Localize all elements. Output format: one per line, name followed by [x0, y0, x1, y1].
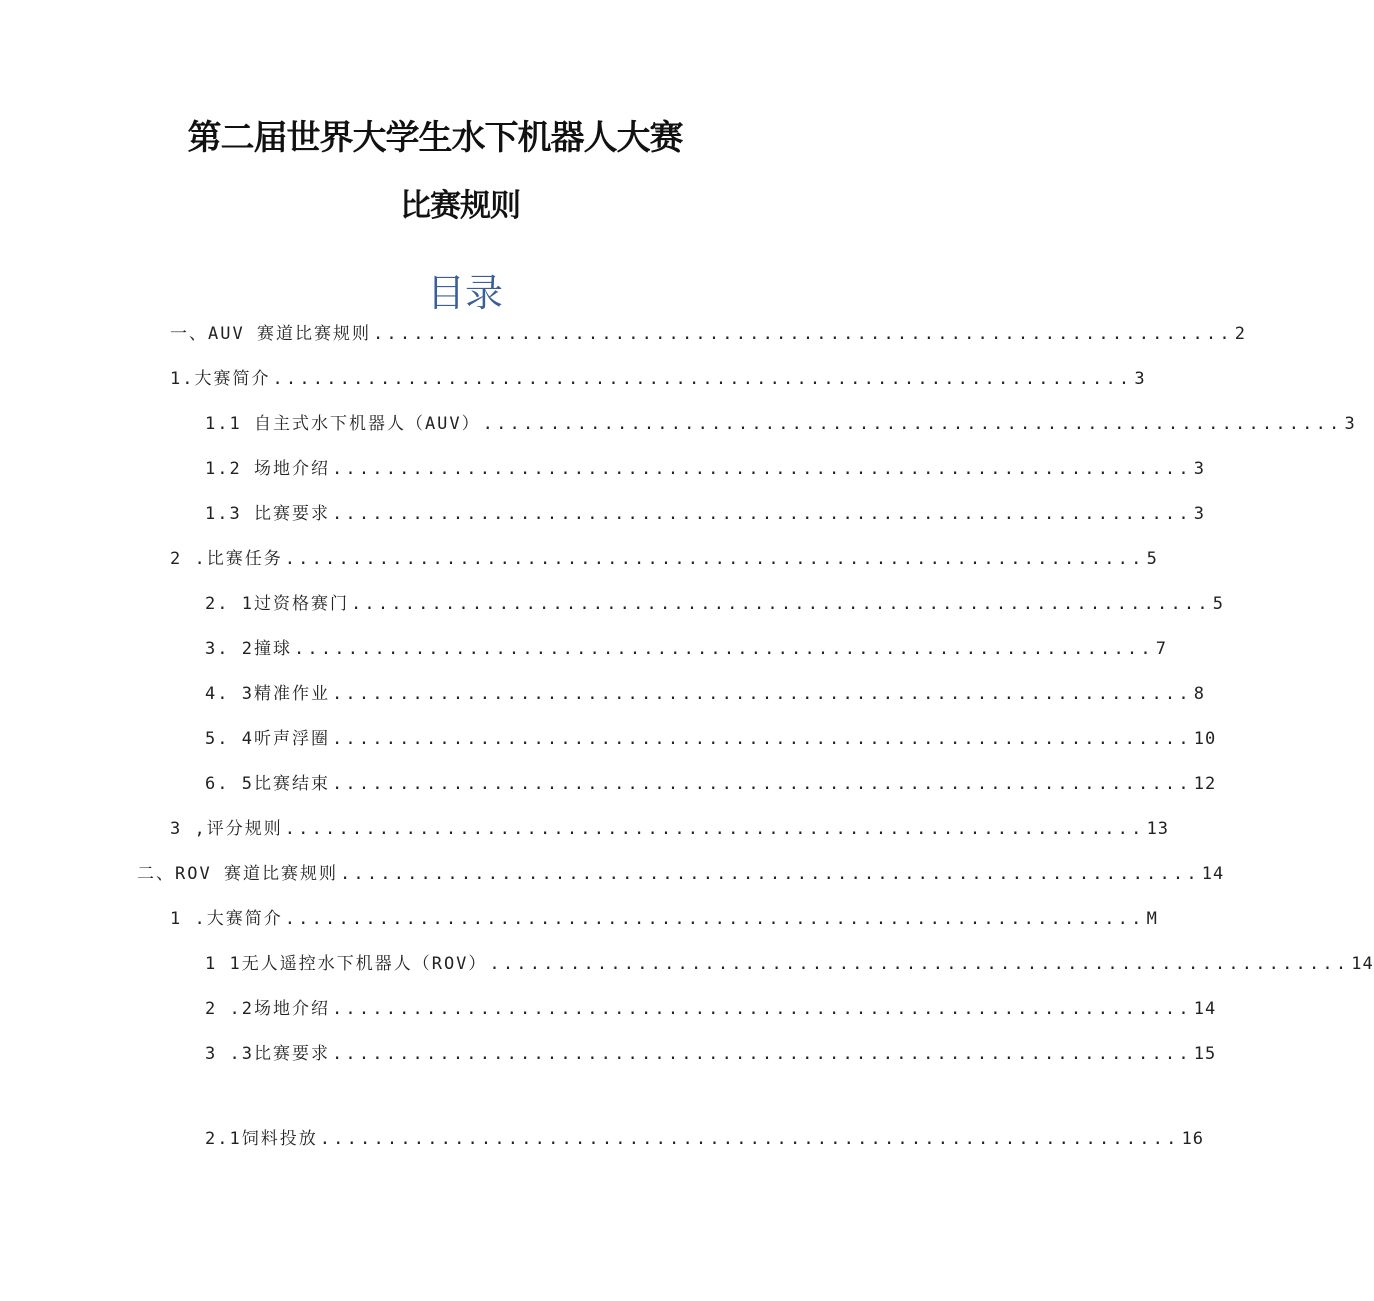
- toc-leader: ................................................................: [272, 369, 1133, 389]
- toc-entry-text: 1.大赛简介: [170, 369, 271, 389]
- toc-entry-text: 6. 5比赛结束: [205, 774, 330, 794]
- toc-page-number: 3: [1193, 504, 1206, 524]
- toc-entry-text: 1 1无人遥控水下机器人（ROV）: [205, 954, 488, 974]
- toc-entry[interactable]: [170, 545, 1158, 573]
- toc-entry[interactable]: [205, 455, 1206, 483]
- toc-page-number: 14: [1193, 999, 1217, 1019]
- toc-heading: 目录: [426, 271, 503, 315]
- toc-entry-text: 5. 4听声浮圈: [205, 729, 330, 749]
- toc-page-number: 2: [1234, 324, 1247, 344]
- toc-page-number: 3: [1193, 459, 1206, 479]
- toc-entry[interactable]: [205, 995, 1217, 1023]
- toc-entry[interactable]: [205, 770, 1217, 798]
- toc-leader: ................................................................: [331, 1044, 1192, 1064]
- toc-entry[interactable]: [205, 500, 1206, 528]
- toc-page-number: 3: [1134, 369, 1146, 389]
- document-title: 第二届世界大学生水下机器人大赛: [187, 118, 683, 158]
- toc-entry-text: 4. 3精准作业: [205, 684, 330, 704]
- toc-page-number: 5: [1146, 549, 1158, 569]
- toc-entry-text: 2 .2场地介绍: [205, 999, 330, 1019]
- toc-leader: ................................................................: [284, 819, 1145, 839]
- toc-leader: ................................................................: [331, 684, 1192, 704]
- toc-page-number: 7: [1155, 639, 1168, 659]
- toc-leader: ................................................................: [350, 594, 1211, 614]
- toc-entry[interactable]: [170, 365, 1146, 393]
- toc-entry-text: 1 .大赛简介: [170, 909, 283, 929]
- toc-entry-text: 1.2 场地介绍: [205, 459, 330, 479]
- toc-leader: ................................................................: [331, 504, 1192, 524]
- toc-leader: ................................................................: [331, 729, 1192, 749]
- toc-leader: ................................................................: [482, 414, 1343, 434]
- toc-leader: ................................................................: [293, 639, 1154, 659]
- toc-entry[interactable]: [205, 590, 1225, 618]
- toc-entry[interactable]: [205, 1125, 1205, 1153]
- toc-leader: ................................................................: [489, 954, 1350, 974]
- toc-page-number: 8: [1193, 684, 1206, 704]
- toc-entry[interactable]: [170, 905, 1158, 933]
- toc-entry-text: 3 ,评分规则: [170, 819, 283, 839]
- toc-page-number: 16: [1181, 1129, 1205, 1149]
- toc-entry-text: 2. 1过资格赛门: [205, 594, 349, 614]
- toc-leader: ................................................................: [331, 999, 1192, 1019]
- toc-leader: ................................................................: [319, 1129, 1180, 1149]
- toc-leader: ................................................................: [372, 324, 1233, 344]
- toc-entry[interactable]: [205, 950, 1374, 978]
- toc-entry-text: 1.3 比赛要求: [205, 504, 330, 524]
- toc-page-number: 5: [1212, 594, 1225, 614]
- toc-leader: ................................................................: [339, 864, 1200, 884]
- toc-entry-text: 一、AUV 赛道比赛规则: [170, 324, 371, 344]
- toc-entry[interactable]: [205, 725, 1217, 753]
- toc-entry[interactable]: [205, 635, 1168, 663]
- toc-entry[interactable]: [205, 410, 1356, 438]
- toc-page-number: 13: [1146, 819, 1170, 839]
- toc-entry[interactable]: [170, 815, 1170, 843]
- toc-entry-text: 1.1 自主式水下机器人（AUV）: [205, 414, 481, 434]
- toc-leader: ................................................................: [331, 774, 1192, 794]
- toc-entry[interactable]: [205, 680, 1206, 708]
- toc-page-number: 12: [1193, 774, 1217, 794]
- toc-entry-text: 3 .3比赛要求: [205, 1044, 330, 1064]
- toc-page-number: 15: [1193, 1044, 1217, 1064]
- toc-entry-text: 2 .比赛任务: [170, 549, 283, 569]
- toc-leader: ................................................................: [331, 459, 1192, 479]
- toc-page-number: 10: [1193, 729, 1217, 749]
- toc-entry-text: 2.1饲料投放: [205, 1129, 318, 1149]
- toc-page-number: 14: [1351, 954, 1374, 974]
- toc-page-number: 14: [1201, 864, 1225, 884]
- toc-entry[interactable]: [205, 1040, 1217, 1068]
- toc-leader: ................................................................: [284, 909, 1145, 929]
- toc-page-number: M: [1146, 909, 1158, 929]
- toc-leader: ................................................................: [284, 549, 1145, 569]
- toc-page-number: 3: [1344, 414, 1356, 434]
- document-subtitle: 比赛规则: [400, 188, 520, 224]
- toc-entry-text: 二、ROV 赛道比赛规则: [137, 864, 338, 884]
- toc-entry[interactable]: [170, 320, 1247, 348]
- toc-entry[interactable]: [137, 860, 1225, 888]
- toc-entry-text: 3. 2撞球: [205, 639, 292, 659]
